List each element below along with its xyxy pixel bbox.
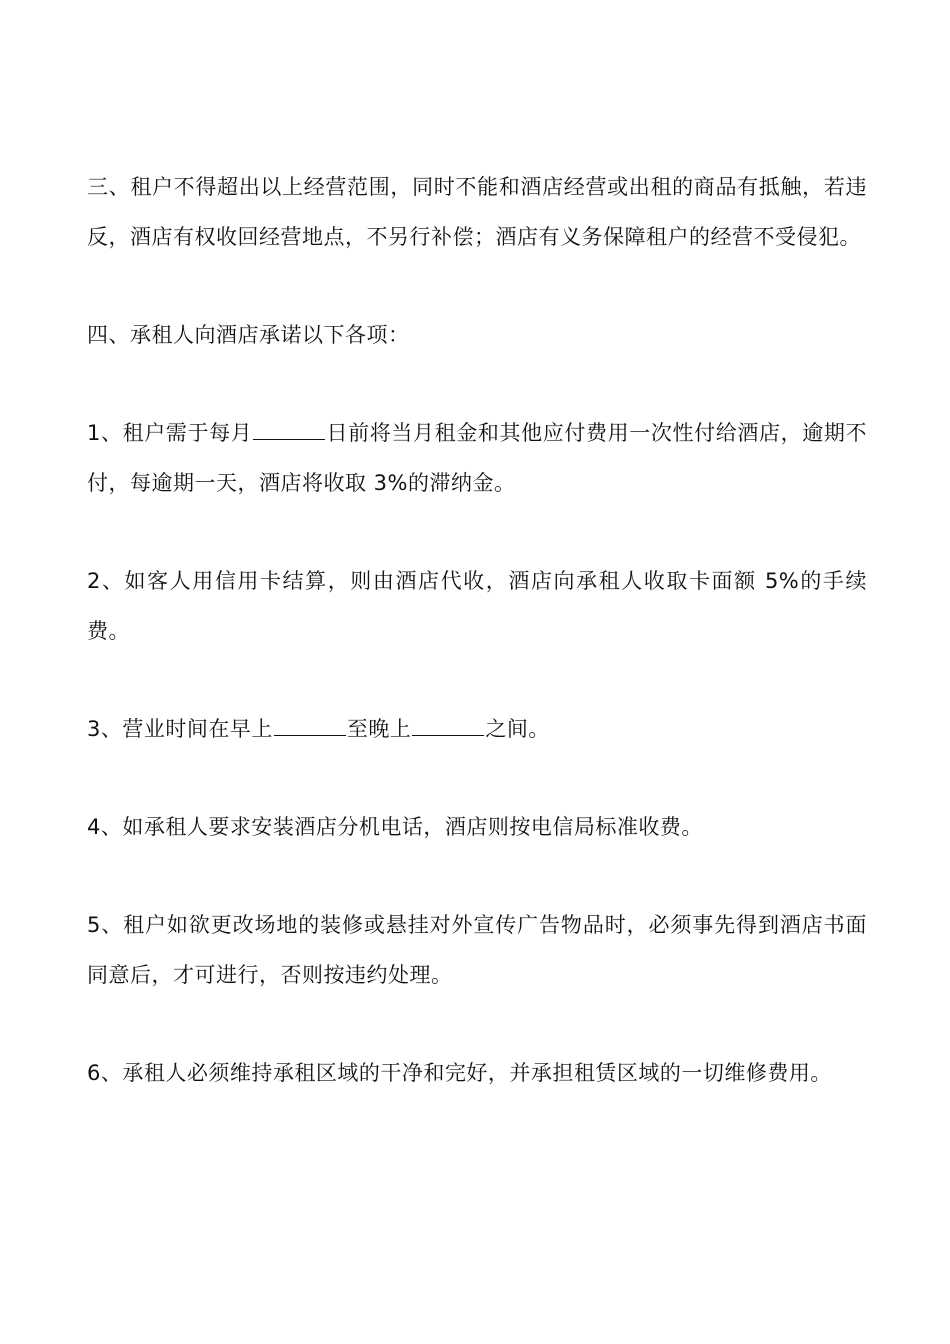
opening-time-blank — [274, 715, 346, 736]
document-body — [87, 162, 867, 1146]
item-4: 4、如承租人要求安装酒店分机电话，酒店则按电信局标准收费。 — [87, 815, 703, 839]
closing-time-blank — [412, 715, 484, 736]
item-3-text-middle: 至晚上 — [346, 717, 412, 741]
item-1-text-before: 1、租户需于每月 — [87, 421, 253, 445]
item-3 — [87, 704, 867, 754]
item-1 — [87, 408, 867, 508]
item-3-text-after: 之间。 — [485, 717, 550, 741]
rent-due-day-blank — [253, 419, 325, 440]
item-6: 6、承租人必须维持承租区域的干净和完好，并承担租赁区域的一切维修费用。 — [87, 1061, 832, 1085]
item-1-text-after: 日前将当月租金和其他应付费用一次性付给酒店，逾期不付，每逾期一天，酒店将收取 3%的滞纳金。 — [87, 421, 867, 495]
clause-three: 三、租户不得超出以上经营范围，同时不能和酒店经营或出租的商品有抵触，若违反，酒店有权收回经营地点，不另行补偿；酒店有义务保障租户的经营不受侵犯。 — [87, 175, 867, 249]
clause-four-heading: 四、承租人向酒店承诺以下各项： — [87, 323, 410, 347]
item-5: 5、租户如欲更改场地的装修或悬挂对外宣传广告物品时，必须事先得到酒店书面同意后，才可进行，否则按违约处理。 — [87, 913, 867, 987]
item-3-text-before: 3、营业时间在早上 — [87, 717, 273, 741]
item-2: 2、如客人用信用卡结算，则由酒店代收，酒店向承租人收取卡面额 5%的手续费。 — [87, 569, 867, 643]
